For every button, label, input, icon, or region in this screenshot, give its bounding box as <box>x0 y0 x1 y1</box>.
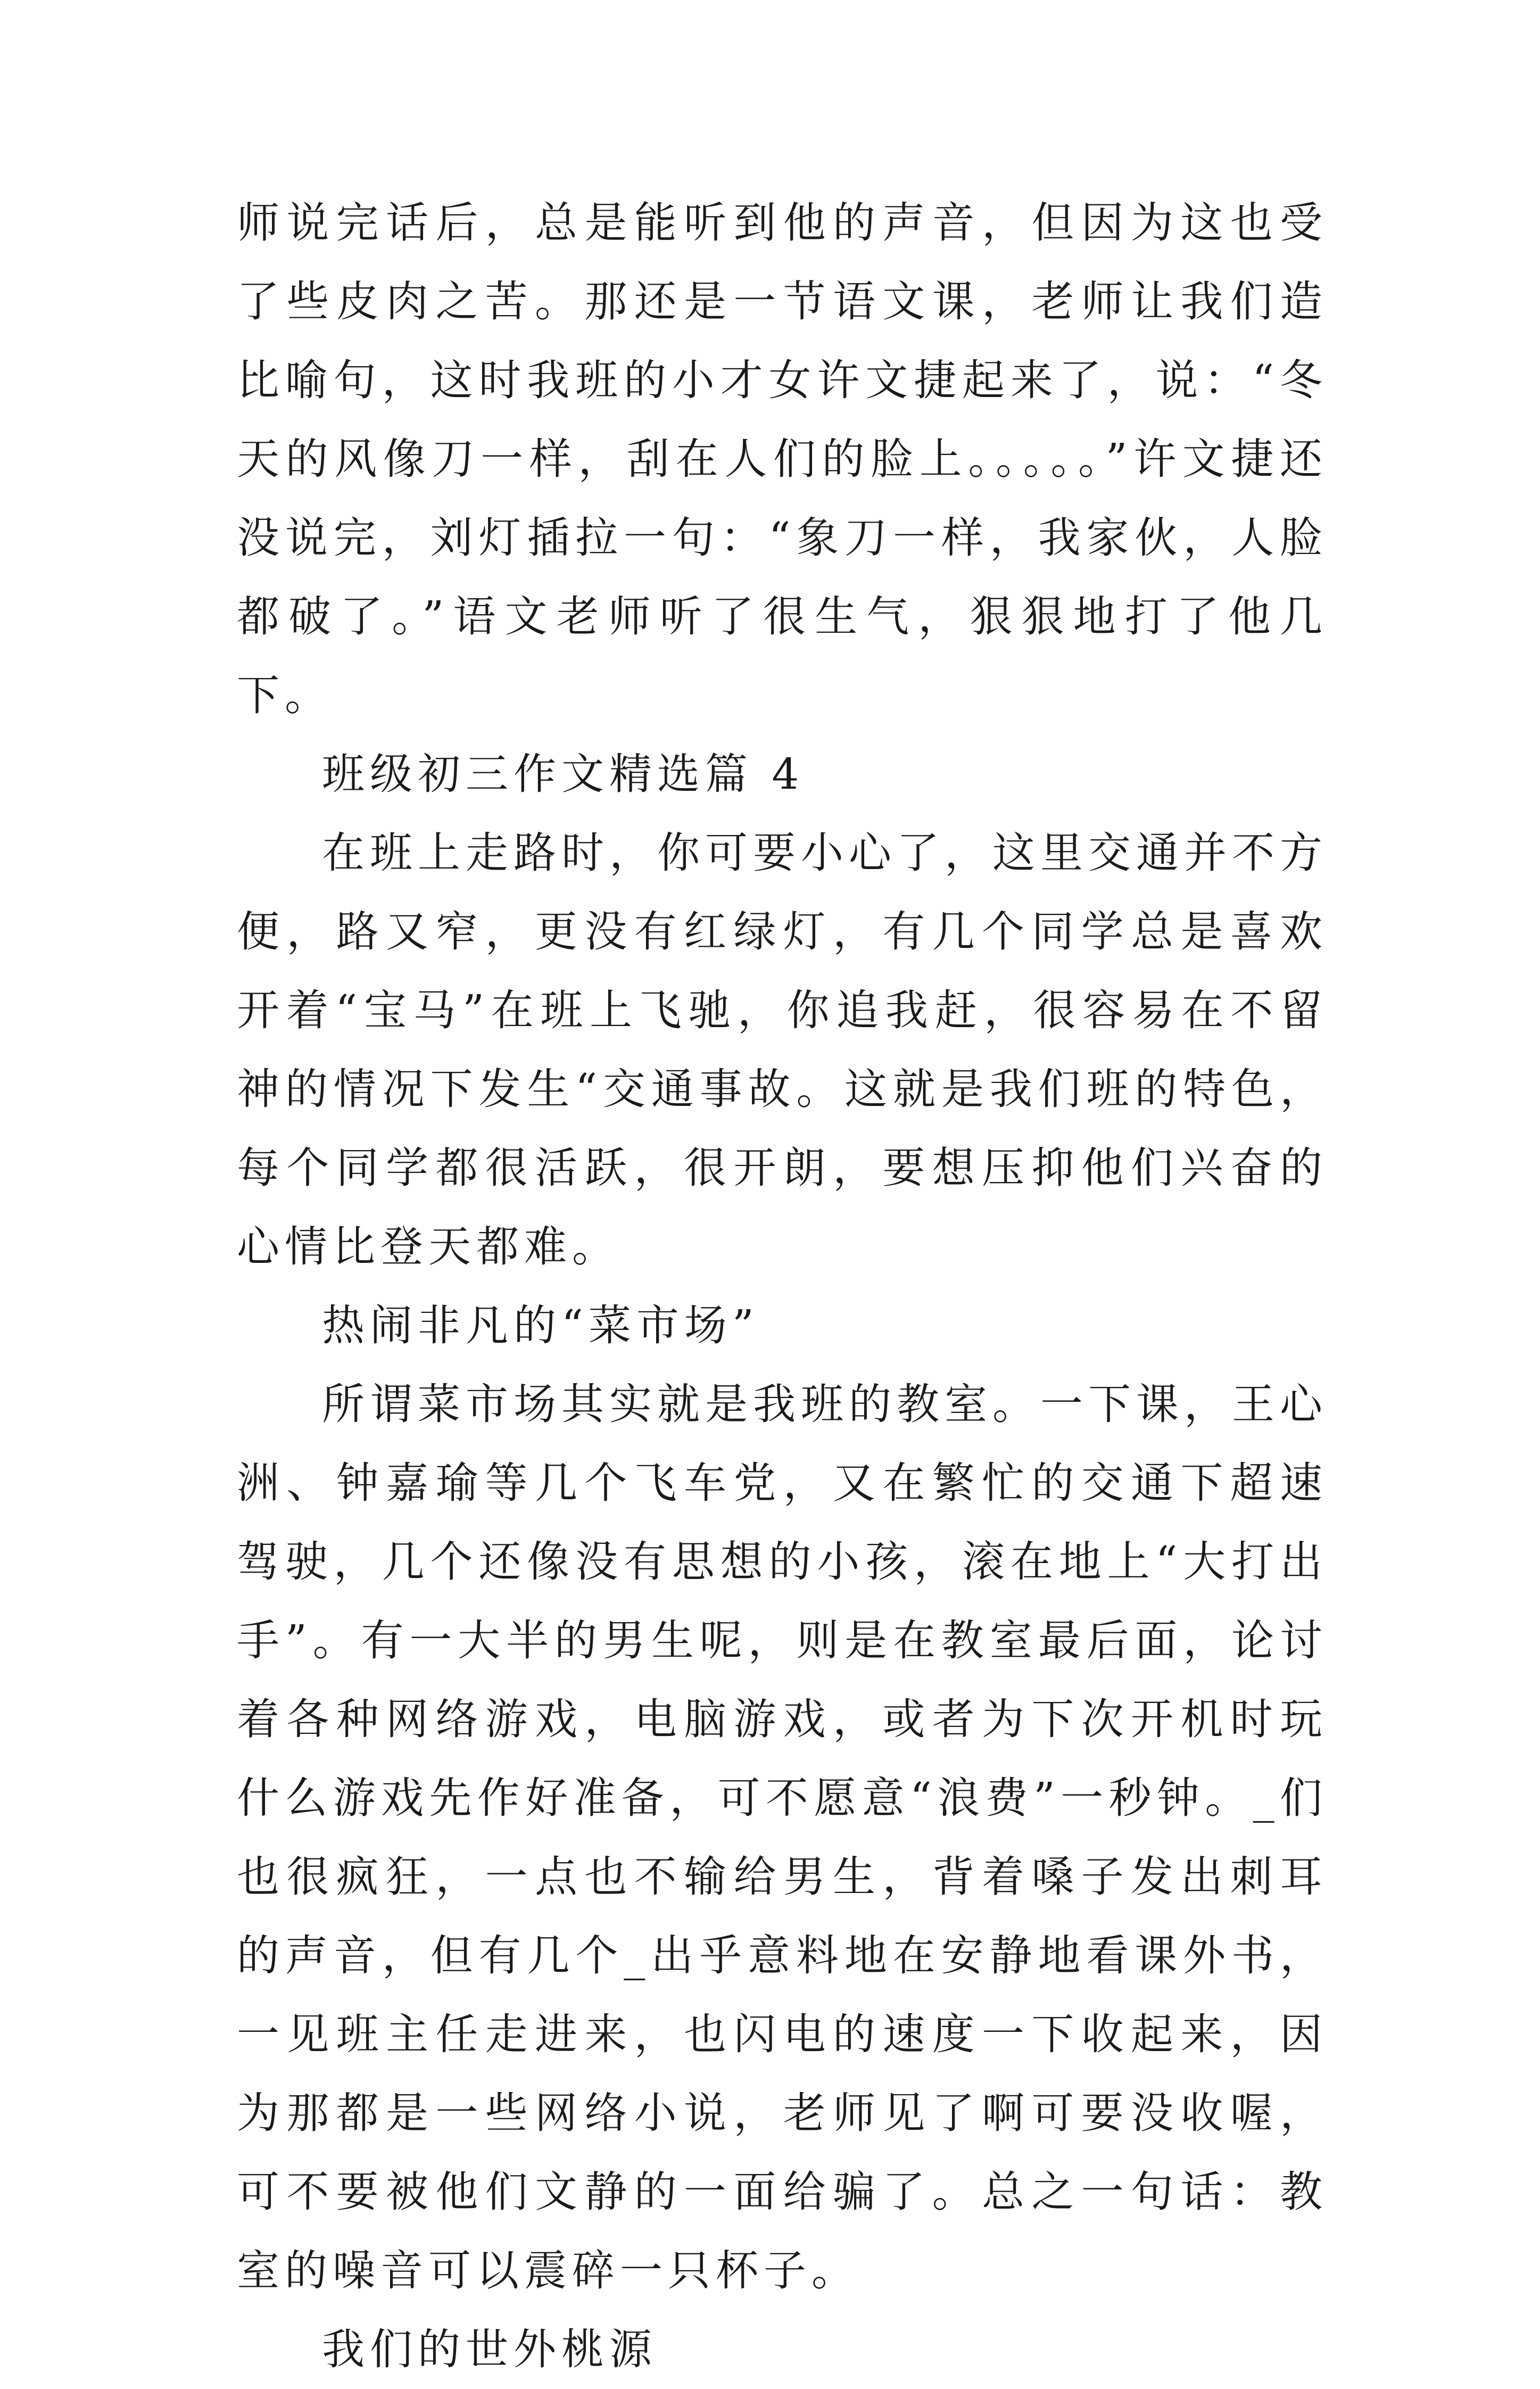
document-body <box>237 184 1328 2389</box>
paragraph-continuation: 师说完话后，总是能听到他的声音，但因为这也受了些皮肉之苦。那还是一节语文课，老师让我们造比喻句，这时我班的小才女许文捷起来了，说：“冬天的风像刀一样，刮在人们的脸上。。。。。”许文捷还没说完，刘灯插拉一句：“象刀一样，我家伙，人脸都破了。”语文老师听了很生气，狠狠地打了他几下。 <box>237 198 1328 720</box>
paragraph-walking-in-class: 在班上走路时，你可要小心了，这里交通并不方便，路又窄，更没有红绿灯，有几个同学总是喜欢开着“宝马”在班上飞驰，你追我赶，很容易在不留神的情况下发生“交通事故。这就是我们班的特色，每个同学都很活跃，很开朗，要想压抑他们兴奋的心情比登天都难。 <box>237 828 1328 1271</box>
paragraph-classroom-market: 所谓菜市场其实就是我班的教室。一下课，王心洲、钟嘉瑜等几个飞车党，又在繁忙的交通下超速驾驶，几个还像没有思想的小孩，滚在地上“大打出手”。有一大半的男生呢，则是在教室最后面，论讨着各种网络游戏，电脑游戏，或者为下次开机时玩什么游戏先作好准备，可不愿意“浪费”一秒钟。_们也很疯狂，一点也不输给男生，背着嗓子发出刺耳的声音，但有几个_出乎意料地在安静地看课外书，一见班主任走进来，也闪电的速度一下收起来，因为那都是一些网络小说，老师见了啊可要没收喔，可不要被他们文静的一面给骗了。总之一句话：教室的噪音可以震碎一只杯子。 <box>237 1379 1328 2295</box>
section-heading-essay-4: 班级初三作文精选篇 4 <box>322 749 805 799</box>
section-heading-paradise: 我们的世外桃源 <box>322 2325 657 2374</box>
section-heading-vegetable-market: 热闹非凡的“菜市场” <box>322 1301 759 1350</box>
